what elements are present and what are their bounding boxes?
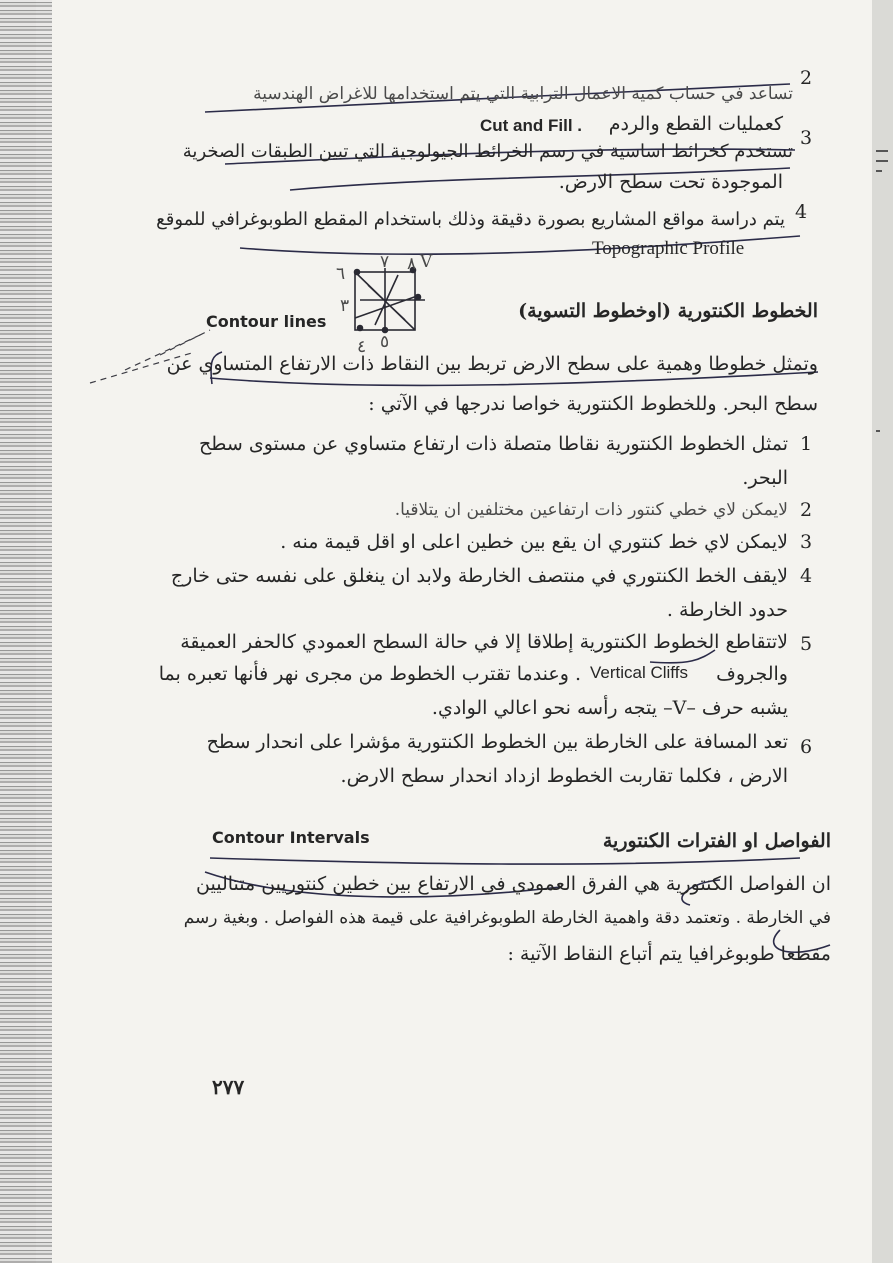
list-item-text: . وعندما تقترب الخطوط من مجرى نهر فأنها تعبره بما: [158, 663, 581, 685]
sketch-label: ٤: [357, 337, 367, 357]
list-item-text: حدود الخارطة .: [666, 599, 788, 621]
section-heading-en: Contour Intervals: [212, 828, 370, 847]
list-item-text: يتم دراسة مواقع المشاريع بصورة دقيقة وذلك باستخدام المقطع الطوبوغرافي للموقع: [156, 209, 785, 230]
paragraph-line: في الخارطة . وتعتمد دقة واهمية الخارطة الطوبوغرافية على قيمة هذه الفواصل . وبغية رسم: [183, 908, 831, 928]
list-item-text: تستخدم كخرائط اساسية في رسم الخرائط الجيولوجية التي تبين الطبقات الصخرية: [182, 141, 793, 162]
sketch-label: ٨: [407, 254, 417, 274]
section-heading-ar: الخطوط الكنتورية (اوخطوط التسوية): [518, 300, 818, 322]
list-item-text: يشبه حرف –V– يتجه رأسه نحو اعالي الوادي.: [431, 697, 788, 719]
list-item-text: لايمكن لاي خط كنتوري ان يقع بين خطين اعلى او اقل قيمة منه .: [280, 531, 788, 553]
section-heading-en: Contour lines: [206, 312, 327, 331]
list-item-text: لايمكن لاي خطي كنتور ذات ارتفاعين مختلفين ان يتلاقيا.: [394, 500, 788, 520]
english-term: Cut and Fill .: [480, 116, 582, 135]
section-heading-ar: الفواصل او الفترات الكنتورية: [602, 830, 831, 852]
list-item-text: الموجودة تحت سطح الارض.: [558, 171, 783, 193]
sketch-label: ٣: [340, 296, 350, 316]
list-item-text: البحر.: [742, 467, 788, 489]
list-item-text: كعمليات القطع والردم: [608, 113, 783, 135]
english-term: Vertical Cliffs: [590, 663, 688, 682]
list-item-text: تمثل الخطوط الكنتورية نقاطا متصلة ذات ارتفاع متساوي عن مستوى سطح: [199, 433, 788, 455]
list-item-number: 4: [795, 201, 808, 223]
page-number: ٢٧٧: [212, 1075, 245, 1099]
list-item-text: لاتتقاطع الخطوط الكنتورية إطلاقا إلا في حالة السطح العمودي كالحفر العميقة: [180, 631, 788, 653]
list-item-number: 3: [800, 531, 813, 553]
list-item-text: والجروف: [716, 663, 788, 685]
list-item-number: 1: [800, 433, 813, 455]
list-item-number: 3: [800, 127, 813, 149]
list-item-number: 2: [800, 499, 813, 521]
list-item-text: لايقف الخط الكنتوري في منتصف الخارطة ولابد ان ينغلق على نفسه حتى خارج: [170, 565, 788, 587]
list-item-number: 5: [800, 633, 813, 655]
sketch-label: ٥: [380, 332, 390, 352]
list-item-number: 6: [800, 736, 813, 758]
paragraph-line: ان الفواصل الكنتورية هي الفرق العمودي في الارتفاع بين خطين كنتوريين متتاليين: [196, 873, 831, 895]
list-item-text: الارض ، فكلما تقاربت الخطوط ازداد انحدار سطح الارض.: [340, 765, 788, 787]
sketch-label: ٧: [380, 252, 390, 272]
list-item-text: تعد المسافة على الخارطة بين الخطوط الكنتورية مؤشرا على انحدار سطح: [206, 731, 788, 753]
list-item-text: تساعد في حساب كمية الاعمال الترابية التي يتم استخدامها للاغراض الهندسية: [253, 84, 793, 104]
sketch-label: ٦: [336, 264, 346, 284]
english-term: Topographic Profile: [592, 238, 745, 259]
paragraph-line: سطح البحر. وللخطوط الكنتورية خواصا ندرجها في الآتي :: [368, 393, 818, 415]
list-item-number: 2: [800, 67, 813, 89]
contour-sketch: [355, 268, 426, 333]
paragraph-line: مقطعا طوبوغرافيا يتم أتباع النقاط الآتية :: [507, 943, 831, 965]
paragraph-line: وتمثل خطوطا وهمية على سطح الارض تربط بين النقاط ذات الارتفاع المتساوي عن: [166, 353, 818, 375]
list-item-number: 4: [800, 565, 813, 587]
sketch-label: V: [420, 252, 433, 272]
